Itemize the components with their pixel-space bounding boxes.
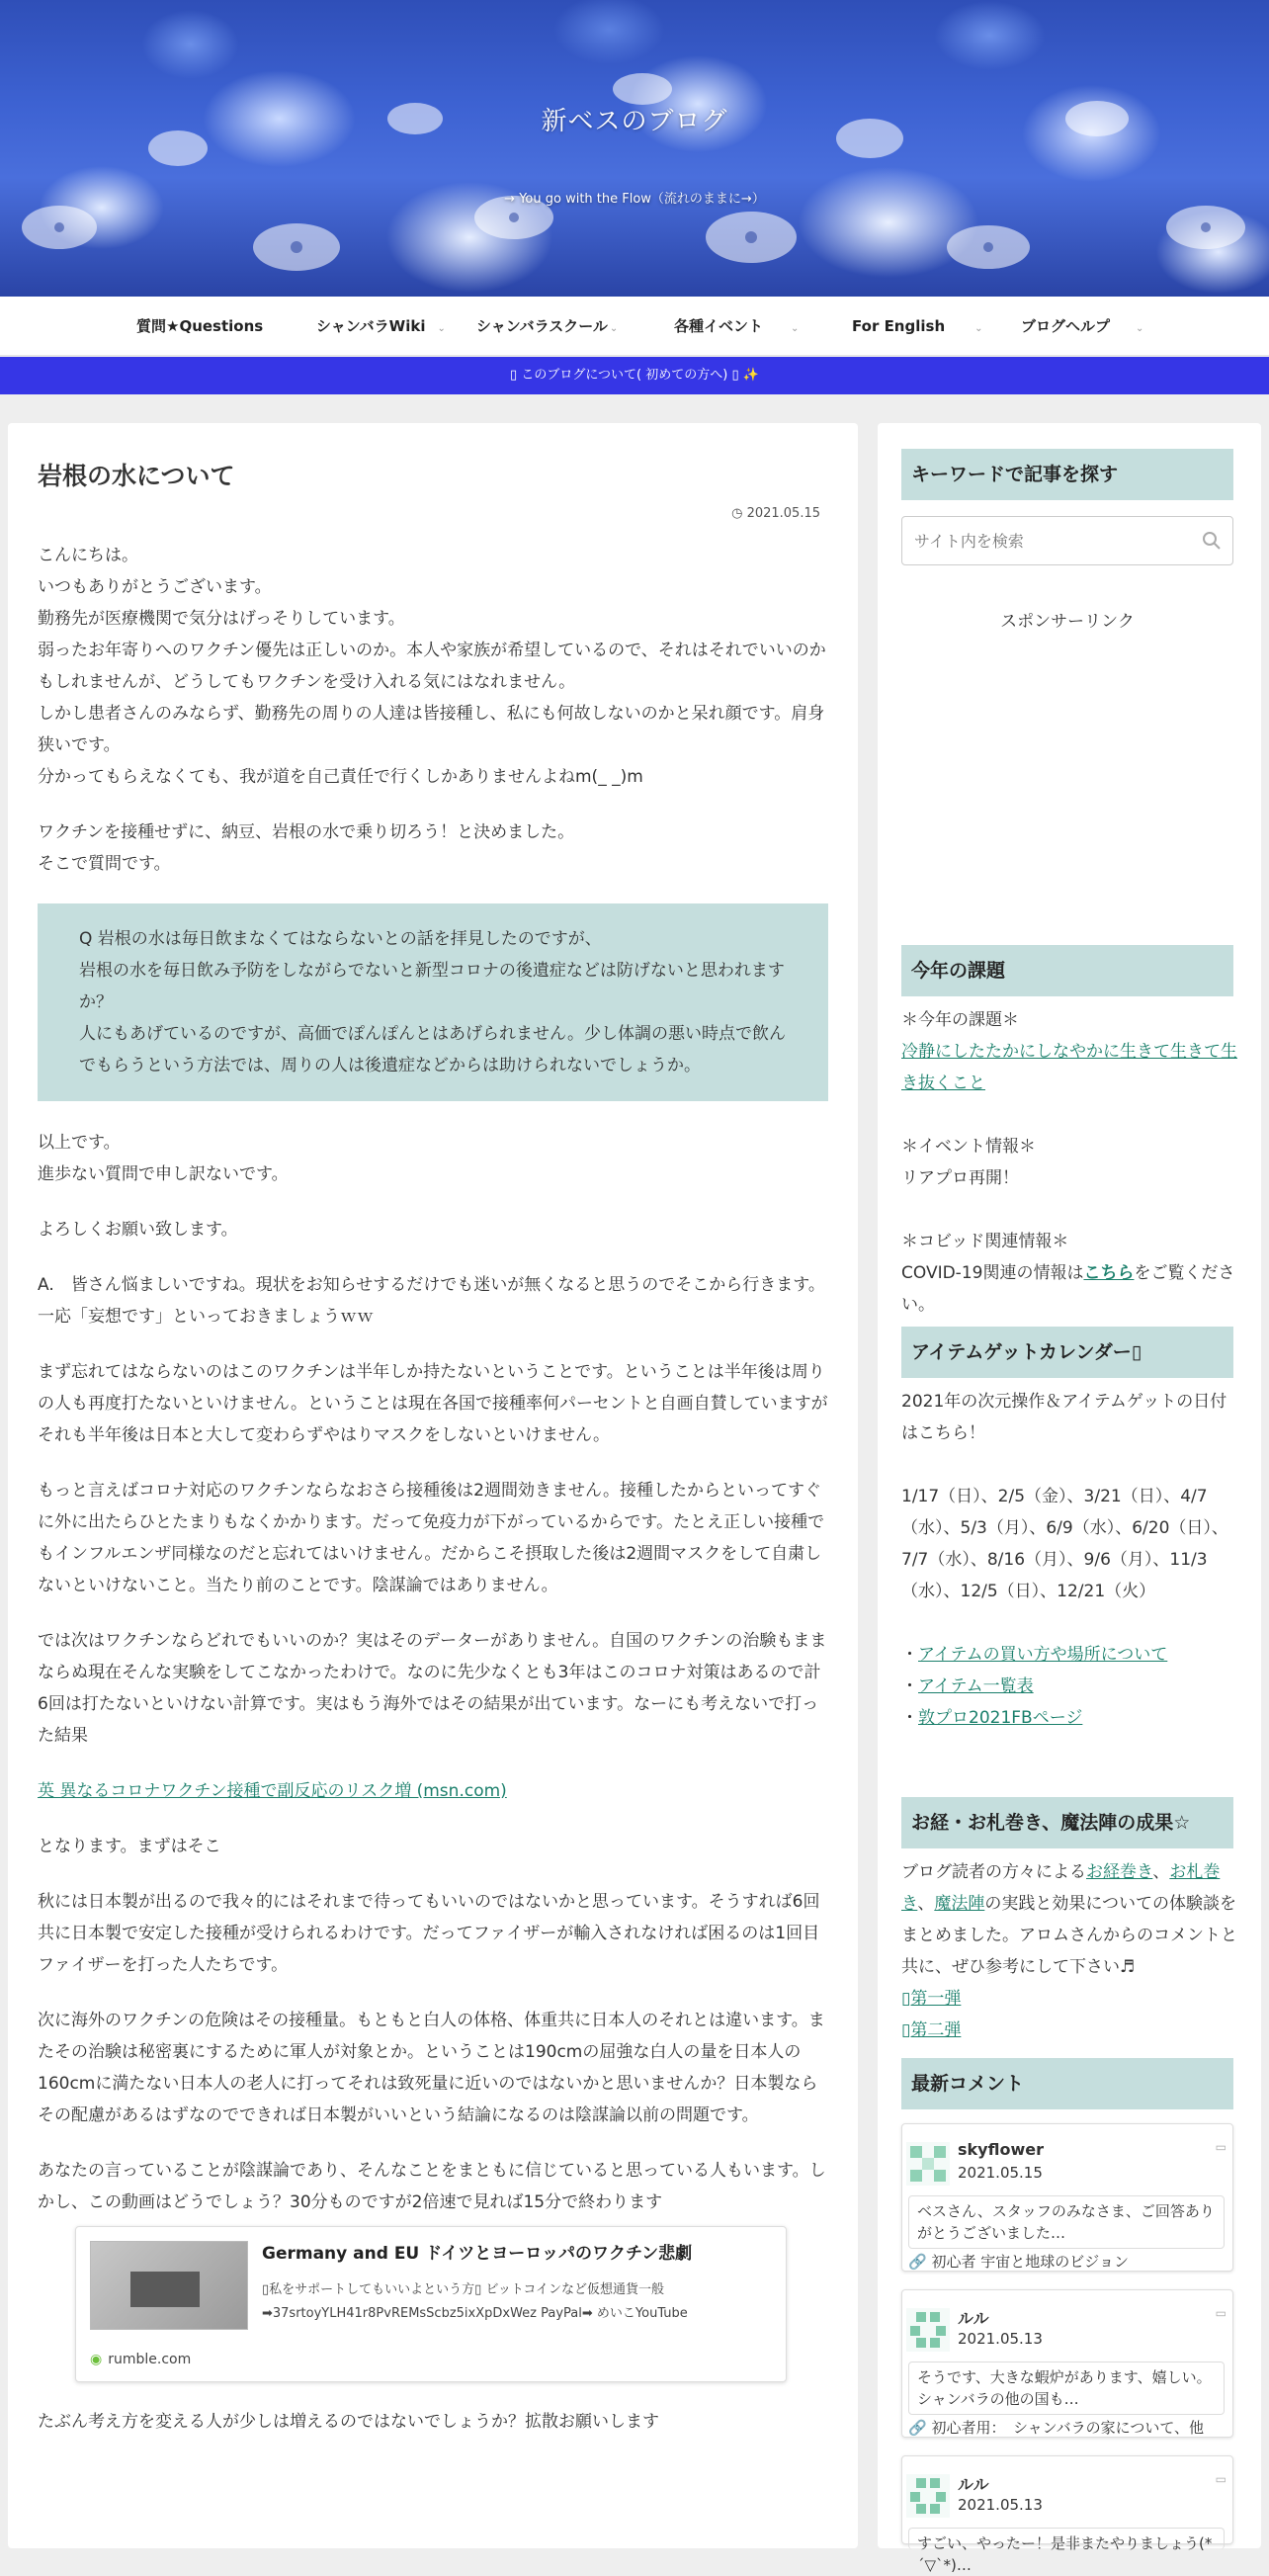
chevron-down-icon: ⌄ — [974, 323, 983, 334]
text-line: 勤務先が医療機関で気分はげっそりしています。 — [38, 609, 405, 629]
mahoujin-link[interactable]: 魔法陣 — [934, 1894, 985, 1914]
text-line: 、 — [917, 1894, 935, 1914]
item-calendar-body: 2021年の次元操作＆アイテムゲットの日付はこちら！ 1/17（日）、2/5（金）、3/21（日）、4/7（水）、5/3（月）、6/9（水）、6/20（日）、7/7（水）、8/16（月）、9/6（月）、11/3（水）、12/5（日）、12/21（火） ・アイテムの買い方や場所について ・アイテム一覧表 ・敦プロ2021FBページ — [901, 1386, 1237, 1734]
text-line: 進歩ない質問で申し訳ないです。 — [38, 1164, 289, 1184]
paragraph: あなたの言っていることが陰謀論であり、そんなことをまともに信じていると思っている人もいます。しかし、この動画はどうでしょう？30分ものですが2倍速で見れば15分で終わります — [38, 2161, 826, 2212]
text-line: ＊コビッド関連情報＊ — [901, 1232, 1069, 1251]
text-line: ブログ読者の方々による — [901, 1862, 1086, 1882]
comment-post-link[interactable] — [908, 2417, 1230, 2438]
text-line: 2021年の次元操作＆アイテムゲットの日付はこちら！ — [901, 1392, 1227, 1443]
paragraph — [38, 1127, 828, 1190]
article — [8, 423, 858, 2548]
paragraph: となります。まずはそこ — [38, 1837, 221, 1856]
comment-icon: ▭ — [1215, 2140, 1227, 2154]
comment-date: 2021.05.13 — [958, 2496, 1043, 2514]
nav-item-label: 各種イベント — [674, 317, 764, 335]
kadai-link[interactable]: 冷静にしたたかにしなやかに生きて生きて生き抜くこと — [901, 1042, 1237, 1093]
question-quote — [38, 903, 828, 1101]
first-volume-link[interactable]: ▯第一弾 — [901, 1989, 962, 2009]
text-line: 岩根の水を毎日飲み予防をしながらでないと新型コロナの後遺症などは防げないと思われますか？ — [79, 961, 785, 1012]
text-line: 以上です。 — [38, 1133, 121, 1153]
nav-item-for-english[interactable] — [852, 297, 983, 356]
nav-item-label: シャンバラスクール — [476, 317, 608, 335]
comment-icon: ▭ — [1215, 2306, 1227, 2320]
post-date — [731, 506, 820, 521]
text-line: ＊イベント情報＊ — [901, 1137, 1036, 1157]
post-date-text: 2021.05.15 — [746, 506, 820, 521]
rumble-icon: ◉ — [90, 2352, 103, 2367]
paragraph: もっと言えばコロナ対応のワクチンならなおさら接種後は2週間効きません。接種したからといってすぐに外に出たらひとたまりもなくかかります。だって免疫力が下がっているからです。たとえ正しい接種でもインフルエンザ同様なのだと忘れてはいけません。だからこそ摂取した後は2週間マスクをして自粛しないといけないこと。当たり前のことです。陰謀論ではありません。 — [38, 1481, 825, 1595]
paragraph: 秋には日本製が出るので我々的にはそれまで待ってもいいのではないかと思っています。そうすれば6回共に日本製で安定した接種が受けられるわけです。だってファイザーが輸入されなければ困るのは1回目ファイザーを打った人たちです。 — [38, 1892, 820, 1975]
comment-author: ルル — [958, 2309, 989, 2328]
nav-item-shambala-wiki[interactable] — [316, 297, 446, 356]
video-embed-card[interactable] — [75, 2226, 787, 2382]
comment-date: 2021.05.15 — [958, 2164, 1043, 2182]
avatar — [906, 2474, 950, 2518]
chevron-down-icon: ⌄ — [1136, 323, 1144, 334]
nav-item-label: 質問★Questions — [136, 317, 264, 335]
header-flower-image — [0, 0, 1269, 297]
covid-info-link[interactable]: こちら — [1083, 1263, 1135, 1283]
nav-item-label: ブログヘルプ — [1021, 317, 1111, 335]
paragraph: A. 皆さん悩ましいですね。現状をお知らせするだけでも迷いが無くなると思うのでそこから行きます。一応「妄想です」といっておきましょうｗｗ — [38, 1275, 825, 1327]
recent-comments-title: 最新コメント — [901, 2058, 1233, 2109]
text-line: をご覧ください。 — [901, 1263, 1235, 1315]
post-title: 岩根の水について — [38, 462, 235, 490]
nav-item-shambala-school[interactable] — [476, 297, 618, 356]
item-calendar-title: アイテムゲットカレンダー▯ — [901, 1327, 1233, 1378]
kadai-widget-title: 今年の課題 — [901, 945, 1233, 996]
embed-description: ▯私をサポートしてもいいよという方▯ ビットコインなど仮想通貨一般➡37srtoyYLH41r8PvREMsScbz5ixXpDxWez PayPal➡ めいこYouTube — [262, 2282, 688, 2321]
comment-excerpt: すごい、やったー！是非またやりましょう(*´▽`*)… — [908, 2528, 1225, 2549]
comment-card[interactable] — [901, 2455, 1233, 2574]
comment-author: ルル — [958, 2475, 989, 2494]
nav-item-events[interactable] — [674, 297, 799, 356]
embed-title[interactable]: Germany and EU ドイツとヨーロッパのワクチン悲劇 — [262, 2244, 693, 2264]
post-body — [38, 540, 828, 2461]
link-icon: 🔗 — [908, 2419, 927, 2437]
sponsor-label: スポンサーリンク — [1000, 612, 1135, 632]
site-tagline: → You go with the Flow（流れのままに→） — [504, 192, 765, 207]
text-line: 人にもあげているのですが、高価でぽんぽんとはあげられません。少し体調の悪い時点で飲んでもらうという方法では、周りの人は後遺症などからは助けられないでしょうか。 — [79, 1024, 787, 1075]
avatar — [906, 2308, 950, 2352]
notice-bar[interactable]: ▯ このブログについて( 初めての方へ) ▯ ✨ — [0, 357, 1269, 394]
avatar — [906, 2142, 950, 2186]
comment-author: skyflower — [958, 2140, 1044, 2159]
ofudamaki-link[interactable]: お札巻き — [901, 1862, 1221, 1914]
paragraph — [38, 540, 828, 793]
paragraph — [38, 1775, 828, 1807]
sidebar — [878, 423, 1261, 2574]
embed-source-text: rumble.com — [108, 2352, 192, 2367]
text-line: 弱ったお年寄りへのワクチン優先は正しいのか。本人や家族が希望しているので、それはそれでいいのかもしれませんが、どうしてもワクチンを受け入れる気にはなれません。 — [38, 641, 826, 692]
nav-item-questions[interactable] — [136, 297, 263, 356]
video-thumbnail[interactable] — [90, 2241, 248, 2330]
search-box — [901, 516, 1233, 565]
chevron-down-icon: ⌄ — [609, 323, 619, 334]
nav-item-label: シャンバラWiki — [316, 317, 426, 335]
okyomaki-link[interactable]: お経巻き — [1086, 1862, 1153, 1882]
text-line: 、 — [1152, 1862, 1170, 1882]
paragraph: たぶん考え方を変える人が少しは増えるのではないでしょうか？拡散お願いします — [38, 2412, 659, 2432]
text-line: ＊今年の課題＊ — [901, 1010, 1019, 1030]
paragraph: では次はワクチンならどれでもいいのか？実はそのデーターがありません。自国のワクチンの治験もままならぬ現在そんな実験をしてこなかったわけで。なのに先少なくとも3年はこのコロナ対策はあるので計6回は打たないといけない計算です。実はもう海外ではその結果が出ています。なーにも考えないで打った結果 — [38, 1631, 827, 1746]
site-header — [0, 0, 1269, 297]
text-line: Q 岩根の水は毎日飲まなくてはならないとの話を拝見したのですが、 — [79, 929, 602, 949]
chevron-down-icon: ⌄ — [437, 323, 446, 334]
paragraph: まず忘れてはならないのはこのワクチンは半年しか持たないということです。ということは半年後は周りの人も再度打たないといけません。ということは現在各国で接種率何パーセントと自画自賛していますがそれも半年後は日本と大して変わらずやはりマスクをしないといけません。 — [38, 1362, 828, 1445]
text-line: ワクチンを接種せずに、納豆、岩根の水で乗り切ろう！と決めました。 — [38, 822, 575, 842]
comment-card[interactable] — [901, 2289, 1233, 2438]
embed-source[interactable] — [90, 2344, 191, 2375]
comment-excerpt: そうです、大きな蝦炉があります、嬉しい。シャンバラの他の国も… — [908, 2361, 1225, 2415]
paragraph — [38, 816, 828, 880]
main-nav — [0, 297, 1269, 356]
search-widget-title: キーワードで記事を探す — [901, 449, 1233, 500]
fb-page-link[interactable]: 敦プロ2021FBページ — [918, 1708, 1083, 1728]
paragraph: よろしくお願い致します。 — [38, 1220, 238, 1240]
comment-date: 2021.05.13 — [958, 2330, 1043, 2348]
text-line: しかし患者さんのみならず、勤務先の周りの人達は皆接種し、私にも何故しないのかと呆れ顔です。肩身狭いです。 — [38, 704, 825, 755]
nav-item-blog-help[interactable] — [1021, 297, 1143, 356]
text-line: の実践と効果についての体験談をまとめました。アロムさんからのコメントと共に、ぜひ参考にして下さい♬ — [901, 1894, 1237, 1977]
item-howto-link[interactable]: アイテムの買い方や場所について — [918, 1645, 1168, 1665]
comment-post-title: 初心者用： シャンバラの家について、他 — [931, 2419, 1205, 2437]
msn-article-link[interactable]: 英 異なるコロナワクチン接種で副反応のリスク増 (msn.com) — [38, 1781, 507, 1801]
paragraph: 次に海外のワクチンの危険はその接種量。もともと白人の体格、体重共に日本人のそれとは違います。またその治験は秘密裏にするために軍人が対象とか。ということは190cmの屈強な白人の量を日本人の160cmに満たない日本人の老人に打ってそれは致死量に近いのではないかと思いませんか？日本製ならその配慮があるはずなのでできれば日本製がいいという結論になるのは陰謀論以前の問題です。 — [38, 2011, 825, 2125]
chevron-down-icon: ⌄ — [791, 323, 800, 334]
clock-icon: ◷ — [731, 506, 743, 521]
text-line: リアプロ再開！ — [901, 1168, 1019, 1188]
comment-icon: ▭ — [1215, 2472, 1227, 2486]
item-dates: 1/17（日）、2/5（金）、3/21（日）、4/7（水）、5/3（月）、6/9（水）、6/20（日）、7/7（水）、8/16（月）、9/6（月）、11/3（水）、12/5（日）、12/21（火） — [901, 1487, 1228, 1601]
text-line: こんにちは。 — [38, 546, 138, 565]
nav-item-label: For English — [852, 317, 946, 335]
osuna-widget-title: お経・お札巻き、魔法陣の成果☆ — [901, 1797, 1233, 1848]
text-line: いつもありがとうございます。 — [38, 577, 272, 597]
osuna-widget-body — [901, 1856, 1237, 2046]
text-line: 分かってもらえなくても、我が道を自己責任で行くしかありませんよねm(_ _)m — [38, 767, 643, 787]
comment-post-title: 初心者 宇宙と地球のビジョン — [931, 2253, 1129, 2271]
site-title[interactable]: 新ベスのブログ — [541, 107, 728, 136]
search-icon[interactable] — [1201, 530, 1223, 552]
comment-post-link[interactable] — [908, 2251, 1230, 2272]
text-line: そこで質問です。 — [38, 854, 171, 874]
text-line: COVID-19関連の情報は — [901, 1263, 1084, 1283]
comment-excerpt: ベスさん、スタッフのみなさま、ご回答ありがとうございました… — [908, 2195, 1225, 2249]
comment-card[interactable] — [901, 2123, 1233, 2272]
search-input[interactable] — [902, 517, 1189, 564]
kadai-widget-body — [901, 1004, 1237, 1321]
second-volume-link[interactable]: ▯第二弾 — [901, 2020, 962, 2040]
link-icon: 🔗 — [908, 2253, 927, 2271]
item-list-link[interactable]: アイテム一覧表 — [918, 1676, 1034, 1696]
